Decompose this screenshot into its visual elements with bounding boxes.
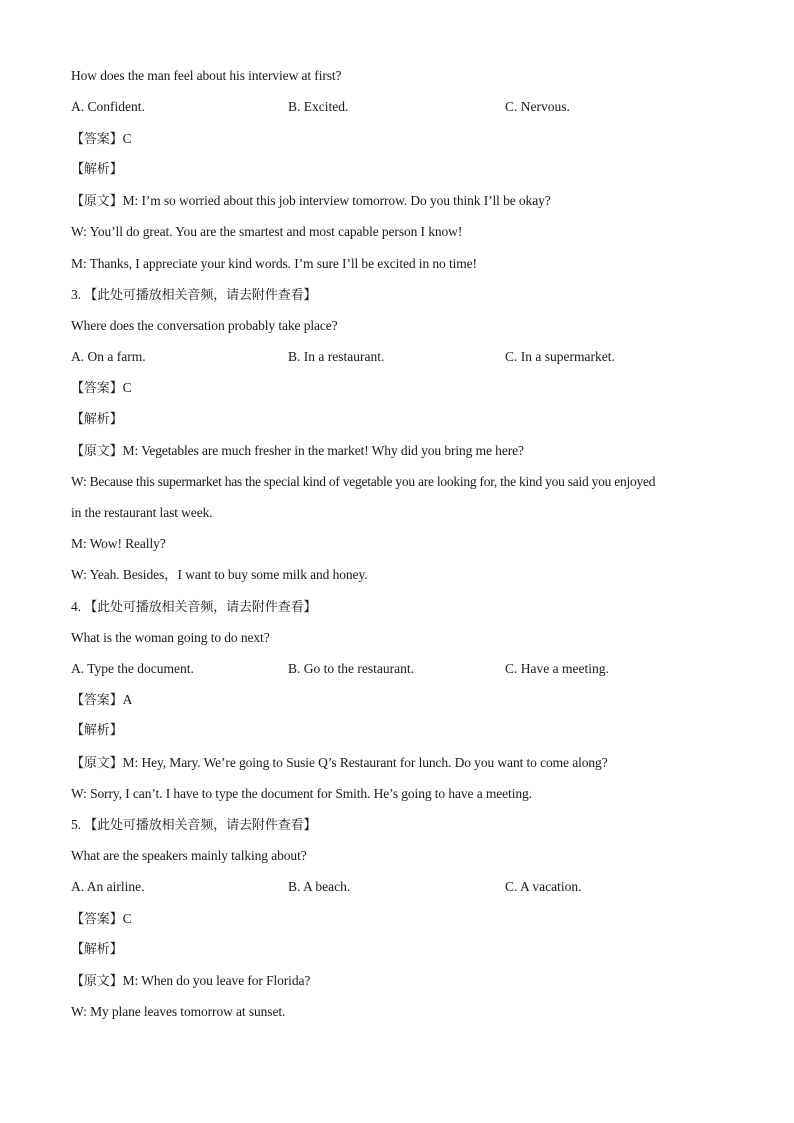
q2-transcript-line: W: You’ll do great. You are the smartest and most capable person I know! xyxy=(71,224,463,239)
q2-analysis-tag: 【解析】 xyxy=(71,162,123,177)
transcript-text: M: Vegetables are much fresher in the market! Why did you bring me here? xyxy=(122,443,524,458)
q2-option-c: C. Nervous. xyxy=(505,99,570,114)
q2-answer xyxy=(71,130,132,149)
answer-tag: 【答案】 xyxy=(71,693,123,708)
q3-transcript-line xyxy=(71,442,524,461)
q5-transcript-line xyxy=(71,972,310,991)
q3-header xyxy=(71,286,316,305)
q4-transcript-line xyxy=(71,754,608,773)
q4-option-c: C. Have a meeting. xyxy=(505,661,609,676)
answer-value: C xyxy=(122,380,132,395)
q4-analysis-tag: 【解析】 xyxy=(71,723,123,738)
answer-value: A xyxy=(122,692,133,707)
answer-value: C xyxy=(122,911,132,926)
audio-note: 【此处可播放相关音频，请去附件查看】 xyxy=(84,288,317,303)
q3-transcript-line: W: Because this supermarket has the special kind of vegetable you are looking for, the kind you said you enjoyed xyxy=(71,474,656,489)
q4-option-b: B. Go to the restaurant. xyxy=(288,661,414,676)
q5-transcript-line: W: My plane leaves tomorrow at sunset. xyxy=(71,1004,286,1019)
q4-transcript-line: W: Sorry, I can’t. I have to type the document for Smith. He’s going to have a meeting. xyxy=(71,786,532,801)
q5-option-b: B. A beach. xyxy=(288,879,351,894)
q3-option-b: B. In a restaurant. xyxy=(288,349,385,364)
q5-question: What are the speakers mainly talking about? xyxy=(71,848,307,863)
answer-tag: 【答案】 xyxy=(71,381,123,396)
q2-option-b: B. Excited. xyxy=(288,99,349,114)
q5-header xyxy=(71,816,316,835)
original-tag: 【原文】 xyxy=(71,444,123,459)
q3-transcript-line: W: Yeah. Besides，I want to buy some milk and honey. xyxy=(71,567,368,582)
answer-tag: 【答案】 xyxy=(71,912,123,927)
q3-analysis-tag: 【解析】 xyxy=(71,412,123,427)
transcript-text: M: When do you leave for Florida? xyxy=(122,973,311,988)
q4-answer xyxy=(71,691,132,710)
original-tag: 【原文】 xyxy=(71,194,123,209)
original-tag: 【原文】 xyxy=(71,974,123,989)
q3-transcript-line: M: Wow! Really? xyxy=(71,536,166,551)
transcript-text: M: Hey, Mary. We’re going to Susie Q’s Restaurant for lunch. Do you want to come along? xyxy=(122,755,608,770)
q3-option-a: A. On a farm. xyxy=(71,349,146,364)
q5-analysis-tag: 【解析】 xyxy=(71,942,123,957)
q3-answer xyxy=(71,379,132,398)
answer-tag: 【答案】 xyxy=(71,132,123,147)
q3-option-c: C. In a supermarket. xyxy=(505,349,615,364)
q2-transcript-line: M: Thanks, I appreciate your kind words. I’m sure I’ll be excited in no time! xyxy=(71,256,477,271)
question-number: 4. xyxy=(71,599,81,614)
q5-option-c: C. A vacation. xyxy=(505,879,582,894)
q2-option-a: A. Confident. xyxy=(71,99,145,114)
q4-header xyxy=(71,598,316,617)
transcript-text: M: I’m so worried about this job interview tomorrow. Do you think I’ll be okay? xyxy=(122,193,551,208)
original-tag: 【原文】 xyxy=(71,756,123,771)
q4-question: What is the woman going to do next? xyxy=(71,630,270,645)
question-number: 5. xyxy=(71,817,81,832)
q2-transcript-line xyxy=(71,192,551,211)
question-number: 3. xyxy=(71,287,81,302)
q5-option-a: A. An airline. xyxy=(71,879,145,894)
q5-answer xyxy=(71,910,132,929)
q3-transcript-line: in the restaurant last week. xyxy=(71,505,213,520)
q2-question: How does the man feel about his interview at first? xyxy=(71,68,342,83)
q4-option-a: A. Type the document. xyxy=(71,661,194,676)
audio-note: 【此处可播放相关音频，请去附件查看】 xyxy=(84,818,317,833)
answer-value: C xyxy=(122,131,132,146)
audio-note: 【此处可播放相关音频，请去附件查看】 xyxy=(84,600,317,615)
q3-question: Where does the conversation probably take place? xyxy=(71,318,338,333)
